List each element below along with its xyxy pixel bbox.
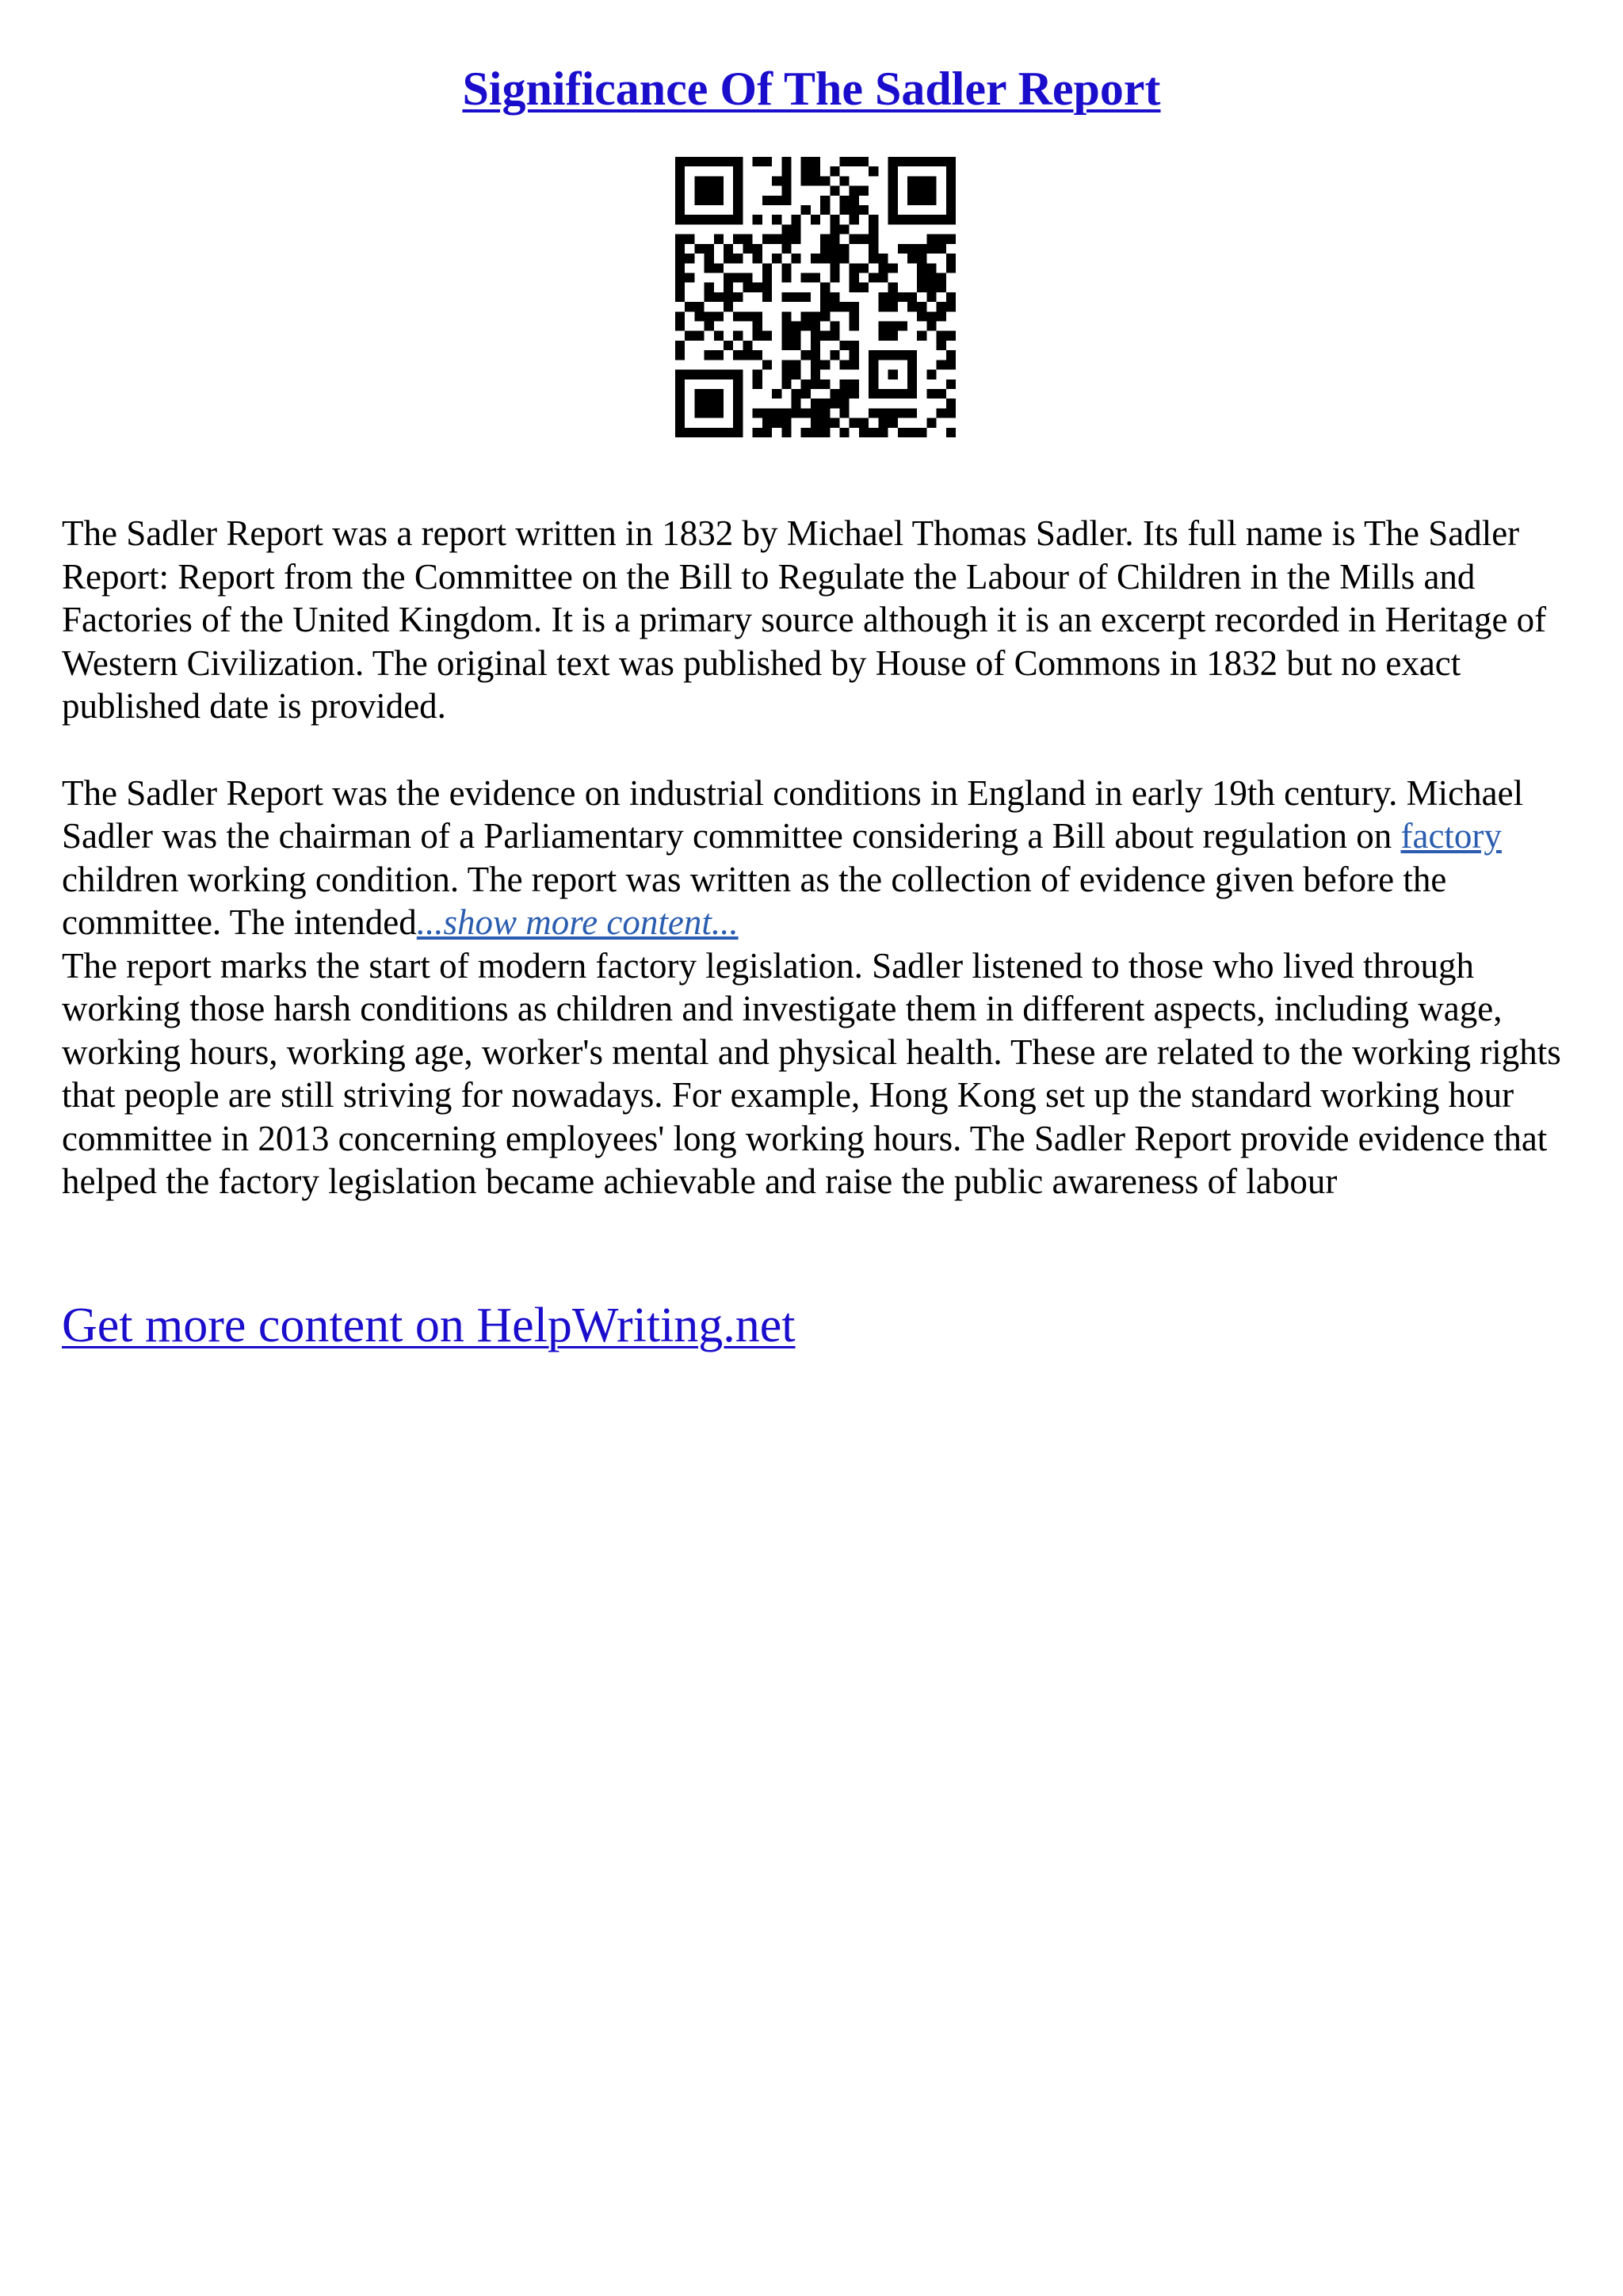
factory-link[interactable]: factory [1400, 816, 1502, 856]
paragraph-intro: The Sadler Report was a report written in 1832 by Michael Thomas Sadler. Its full name is The Sadler Report: Report from the Committee on the Bill to Regulate the Labour of Children in the Mills and Factories of the United Kingdom. It is a primary source although it is an excerpt recorded in Heritage of Western Civilization. The original text was published by House of Commons in 1832 but no exact published date is provided. [62, 513, 1547, 726]
paragraph-evidence [62, 772, 1568, 944]
paragraph-evidence-text-1: The Sadler Report was the evidence on industrial conditions in England in early 19th century. Michael Sadler was the chairman of a Parliamentary committee considering a Bill about regulation on [62, 772, 1524, 856]
page-title [0, 57, 1623, 120]
paragraph-legislation: The report marks the start of modern factory legislation. Sadler listened to those who lived through working those harsh conditions as children and investigate them in different aspects, including wage, working hours, working age, worker's mental and physical health. These are related to the working rights that people are still striving for nowadays. For example, Hong Kong set up the standard working hour committee in 2013 concerning employees' long working hours. The Sadler Report provide evidence that helped the factory legislation became achievable and raise the public awareness of labour [62, 945, 1561, 1201]
article-body [62, 512, 1568, 1203]
show-more-link[interactable]: ...show more content... [416, 902, 739, 942]
footer [62, 1294, 796, 1357]
paragraph-evidence-text-2: children working condition. The report was written as the collection of evidence given before the committee. The intended [62, 859, 1447, 942]
qr-code-icon [675, 157, 956, 437]
get-more-content-link[interactable]: Get more content on HelpWriting.net [62, 1299, 796, 1352]
title-link[interactable]: Significance Of The Sadler Report [462, 63, 1161, 115]
